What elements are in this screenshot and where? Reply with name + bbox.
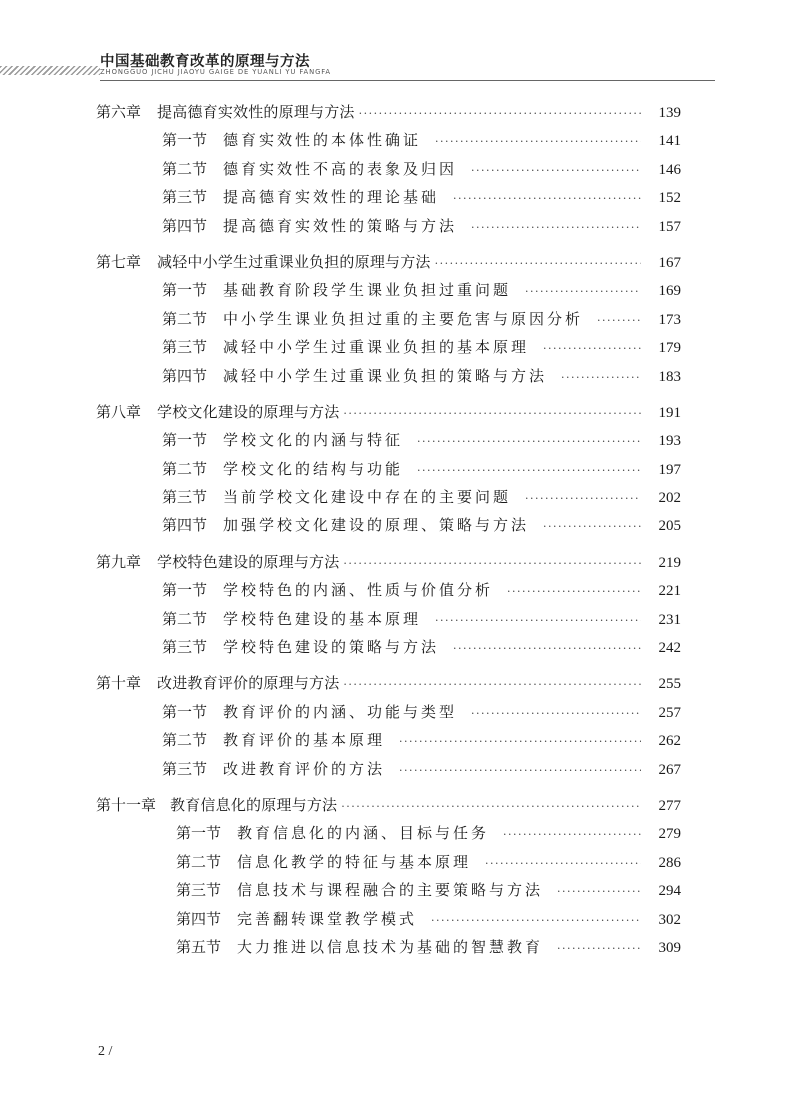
leader-dots — [435, 607, 641, 635]
section-entry-title: 减轻中小学生过重课业负担的策略与方法 — [223, 366, 548, 385]
section-entry-page-number: 193 — [658, 433, 681, 450]
section-entry-label: 第二节 — [162, 309, 208, 328]
chapter-entry-title: 学校特色建设的原理与方法 — [157, 552, 340, 571]
leader-dots — [435, 128, 641, 156]
toc-chapter — [0, 669, 800, 783]
section-entry[interactable] — [0, 819, 681, 847]
section-entry-title: 完善翻转课堂教学模式 — [237, 909, 418, 928]
toc-chapter — [0, 791, 800, 961]
book-title-pinyin: ZHONGGUO JICHU JIAOYU GAIGE DE YUANLI YU FANGFA — [100, 68, 331, 76]
leader-dots — [431, 907, 641, 935]
section-entry-title: 学校特色建设的基本原理 — [223, 609, 422, 628]
chapter-entry-title: 改进教育评价的原理与方法 — [157, 674, 340, 693]
section-entry-page-number: 267 — [658, 761, 681, 778]
section-entry-label: 第三节 — [176, 881, 222, 900]
section-entry-label: 第二节 — [162, 459, 208, 478]
section-entry-page-number: 302 — [658, 911, 681, 928]
section-entry[interactable] — [0, 605, 681, 633]
leader-dots — [503, 821, 641, 849]
section-entry-label: 第三节 — [162, 638, 208, 657]
section-entry[interactable] — [0, 483, 681, 511]
section-entry-page-number: 179 — [658, 340, 681, 357]
section-entry[interactable] — [0, 633, 681, 661]
chapter-entry-page-number: 219 — [658, 554, 681, 571]
section-entry-label: 第一节 — [162, 431, 208, 450]
section-entry-title: 教育信息化的内涵、目标与任务 — [237, 824, 490, 843]
toc-chapter — [0, 548, 800, 662]
section-entry-label: 第四节 — [162, 516, 208, 535]
section-entry-page-number: 157 — [658, 218, 681, 235]
chapter-entry[interactable] — [0, 669, 681, 697]
section-entry-label: 第一节 — [176, 824, 222, 843]
leader-dots — [471, 700, 641, 728]
toc-chapter — [0, 248, 800, 390]
section-entry-page-number: 152 — [658, 190, 681, 207]
leader-dots — [417, 428, 641, 456]
section-entry-label: 第二节 — [162, 159, 208, 178]
chapter-entry-label: 第九章 — [96, 552, 142, 571]
header-stripe-decoration — [0, 66, 100, 75]
section-entry[interactable] — [0, 212, 681, 240]
chapter-entry-label: 第六章 — [96, 103, 142, 121]
chapter-entry-label: 第十章 — [96, 674, 142, 693]
section-entry-page-number: 183 — [658, 368, 681, 385]
section-entry-page-number: 309 — [658, 939, 681, 956]
section-entry-label: 第四节 — [176, 909, 222, 928]
leader-dots — [597, 307, 641, 335]
section-entry[interactable] — [0, 426, 681, 454]
section-entry-label: 第二节 — [162, 609, 208, 628]
section-entry[interactable] — [0, 183, 681, 211]
section-entry-title: 信息技术与课程融合的主要策略与方法 — [237, 881, 544, 900]
section-entry-page-number: 141 — [658, 133, 681, 150]
leader-dots — [435, 250, 641, 278]
section-entry-label: 第一节 — [162, 131, 208, 150]
section-entry-page-number: 202 — [658, 490, 681, 507]
running-header — [0, 0, 800, 95]
section-entry-page-number: 294 — [658, 883, 681, 900]
section-entry[interactable] — [0, 905, 681, 933]
chapter-entry-page-number: 277 — [658, 797, 681, 814]
chapter-entry[interactable] — [0, 548, 681, 576]
leader-dots — [525, 485, 641, 513]
chapter-entry-page-number: 191 — [658, 404, 681, 421]
section-entry-page-number: 169 — [658, 283, 681, 300]
section-entry[interactable] — [0, 698, 681, 726]
leader-dots — [453, 635, 641, 663]
section-entry[interactable] — [0, 876, 681, 904]
section-entry[interactable] — [0, 362, 681, 390]
leader-dots — [453, 185, 641, 213]
section-entry[interactable] — [0, 126, 681, 154]
section-entry-page-number: 257 — [658, 704, 681, 721]
section-entry[interactable] — [0, 933, 681, 961]
section-entry-title: 教育评价的内涵、功能与类型 — [223, 702, 458, 721]
section-entry-label: 第三节 — [162, 488, 208, 507]
chapter-entry[interactable] — [0, 398, 681, 426]
section-entry[interactable] — [0, 305, 681, 333]
leader-dots — [561, 364, 641, 392]
leader-dots — [525, 278, 641, 306]
chapter-entry-title: 提高德育实效性的原理与方法 — [157, 103, 355, 121]
section-entry-label: 第三节 — [162, 759, 208, 778]
section-entry-label: 第一节 — [162, 281, 208, 300]
section-entry-title: 提高德育实效性的理论基础 — [223, 188, 440, 207]
section-entry-title: 德育实效性的本体性确证 — [223, 131, 422, 150]
section-entry-title: 学校特色建设的策略与方法 — [223, 638, 440, 657]
section-entry[interactable] — [0, 155, 681, 183]
leader-dots — [341, 793, 641, 821]
leader-dots — [343, 671, 641, 699]
leader-dots — [399, 728, 641, 756]
section-entry-page-number: 197 — [658, 461, 681, 478]
chapter-entry-page-number: 139 — [658, 105, 681, 121]
section-entry[interactable] — [0, 576, 681, 604]
section-entry-title: 学校特色的内涵、性质与价值分析 — [223, 581, 494, 600]
section-entry-label: 第一节 — [162, 702, 208, 721]
section-entry-title: 教育评价的基本原理 — [223, 731, 386, 750]
leader-dots — [343, 400, 641, 428]
section-entry-title: 学校文化的内涵与特征 — [223, 431, 404, 450]
chapter-entry-title: 减轻中小学生过重课业负担的原理与方法 — [157, 252, 431, 271]
chapter-entry[interactable] — [0, 791, 681, 819]
section-entry-page-number: 262 — [658, 733, 681, 750]
section-entry-title: 学校文化的结构与功能 — [223, 459, 404, 478]
section-entry-title: 改进教育评价的方法 — [223, 759, 386, 778]
section-entry-label: 第五节 — [176, 937, 222, 956]
section-entry-label: 第四节 — [162, 216, 208, 235]
section-entry-title: 提高德育实效性的策略与方法 — [223, 216, 458, 235]
toc-chapter — [0, 398, 800, 540]
leader-dots — [507, 578, 641, 606]
leader-dots — [399, 757, 641, 785]
book-title: 中国基础教育改革的原理与方法 — [100, 54, 310, 70]
section-entry[interactable] — [0, 755, 681, 783]
section-entry-label: 第三节 — [162, 338, 208, 357]
leader-dots — [359, 100, 641, 128]
leader-dots — [343, 550, 641, 578]
table-of-contents — [0, 98, 800, 969]
toc-chapter — [0, 98, 800, 240]
page-number: 2 / — [98, 1044, 113, 1059]
chapter-entry-label: 第七章 — [96, 252, 142, 271]
section-entry-label: 第三节 — [162, 188, 208, 207]
section-entry-title: 信息化教学的特征与基本原理 — [237, 852, 472, 871]
section-entry-page-number: 205 — [658, 518, 681, 535]
section-entry-page-number: 146 — [658, 161, 681, 178]
section-entry-page-number: 221 — [658, 583, 681, 600]
section-entry-page-number: 231 — [658, 611, 681, 628]
section-entry-title: 当前学校文化建设中存在的主要问题 — [223, 488, 512, 507]
section-entry-label: 第二节 — [162, 731, 208, 750]
leader-dots — [543, 513, 641, 541]
section-entry-page-number: 286 — [658, 854, 681, 871]
section-entry-title: 德育实效性不高的表象及归因 — [223, 159, 458, 178]
leader-dots — [471, 214, 641, 242]
section-entry-page-number: 242 — [658, 640, 681, 657]
chapter-entry[interactable] — [0, 248, 681, 276]
section-entry-title: 加强学校文化建设的原理、策略与方法 — [223, 516, 530, 535]
section-entry[interactable] — [0, 726, 681, 754]
section-entry-title: 中小学生课业负担过重的主要危害与原因分析 — [223, 309, 584, 328]
section-entry[interactable] — [0, 848, 681, 876]
leader-dots — [485, 850, 641, 878]
leader-dots — [557, 878, 641, 906]
section-entry-label: 第四节 — [162, 366, 208, 385]
leader-dots — [417, 457, 641, 485]
leader-dots — [471, 157, 641, 185]
section-entry[interactable] — [0, 333, 681, 361]
chapter-entry-title: 教育信息化的原理与方法 — [170, 795, 338, 814]
section-entry-title: 大力推进以信息技术为基础的智慧教育 — [237, 937, 544, 956]
section-entry-page-number: 173 — [658, 311, 681, 328]
leader-dots — [543, 335, 641, 363]
chapter-entry-label: 第八章 — [96, 402, 142, 421]
section-entry-title: 基础教育阶段学生课业负担过重问题 — [223, 281, 512, 300]
leader-dots — [557, 935, 641, 963]
section-entry[interactable] — [0, 511, 681, 539]
chapter-entry-page-number: 167 — [658, 254, 681, 271]
section-entry-page-number: 279 — [658, 826, 681, 843]
section-entry-label: 第二节 — [176, 852, 222, 871]
chapter-entry-page-number: 255 — [658, 676, 681, 693]
section-entry-label: 第一节 — [162, 581, 208, 600]
chapter-entry-title: 学校文化建设的原理与方法 — [157, 402, 340, 421]
header-rule — [100, 80, 715, 81]
chapter-entry[interactable] — [0, 98, 681, 126]
chapter-entry-label: 第十一章 — [96, 795, 157, 814]
section-entry[interactable] — [0, 455, 681, 483]
section-entry[interactable] — [0, 276, 681, 304]
section-entry-title: 减轻中小学生过重课业负担的基本原理 — [223, 338, 530, 357]
